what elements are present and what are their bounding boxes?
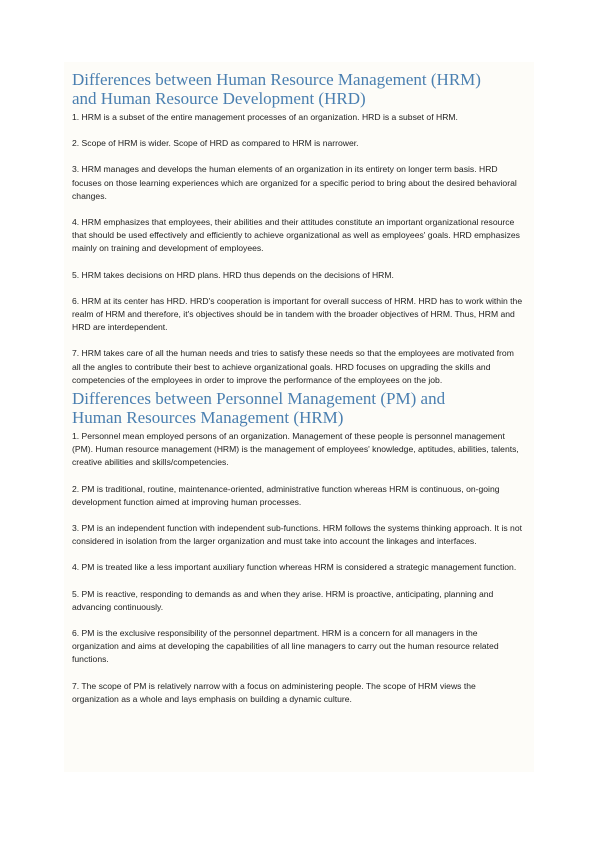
section-hrm-vs-hrd (72, 70, 524, 387)
heading-line: Differences between Personnel Management (PM) and (72, 389, 446, 409)
list-item: 1. Personnel mean employed persons of an organization. Management of these people is personnel management (PM). Human resource management (HRM) is the management of employees' knowledge, aptitudes, abilities, talents, creative abilities and skills/competencies. (72, 431, 519, 468)
list-item: 2. Scope of HRM is wider. Scope of HRD as compared to HRM is narrower. (72, 138, 359, 149)
section-pm-vs-hrm (72, 389, 524, 706)
heading-line: Human Resources Management (HRM) (72, 408, 344, 428)
list-item: 7. HRM takes care of all the human needs and tries to satisfy these needs so that the employees are motivated from all the angles to contribute their best to achieve organizational goals. HRD focuses on upgrading the skills and competencies of the employees in order to improve the performance of the employees on the job. (72, 348, 514, 385)
list-item: 3. HRM manages and develops the human elements of an organization in its entirety on longer term basis. HRD focuses on those learning experiences which are organized for a specific period to bring about the desired behavioral changes. (72, 164, 517, 201)
list-item: 4. HRM emphasizes that employees, their abilities and their attitudes constitute an important organizational resource that should be used effectively and efficiently to achieve organizational as well as employees' goals. HRD emphasizes mainly on training and development of employees. (72, 217, 520, 254)
list-item: 1. HRM is a subset of the entire management processes of an organization. HRD is a subset of HRM. (72, 112, 458, 122)
document-body (72, 70, 524, 719)
list-item: 7. The scope of PM is relatively narrow with a focus on administering people. The scope of HRM views the organization as a whole and lays emphasis on building a dynamic culture. (72, 680, 476, 704)
section-heading (72, 70, 524, 108)
list-item: 5. PM is reactive, responding to demands as and when they arise. HRM is proactive, anticipating, planning and advancing continuously. (72, 588, 494, 612)
heading-line: and Human Resource Development (HRD) (72, 89, 366, 108)
section-heading (72, 389, 524, 427)
heading-line: Differences between Human Resource Management (HRM) (72, 70, 481, 89)
list-item: 6. HRM at its center has HRD. HRD's cooperation is important for overall success of HRM. HRD has to work within the realm of HRM and therefore, it's objectives should be in tandem with the broader objectives of HRM. Thus, HRM and HRD are interdependent. (72, 295, 523, 333)
list-item: 2. PM is traditional, routine, maintenance-oriented, administrative function whereas HRM is continuous, on-going development function aimed at improving human processes. (72, 483, 500, 507)
list-item: 3. PM is an independent function with independent sub-functions. HRM follows the systems thinking approach. It is not considered in isolation from the larger organization and must take into account the linkages and interfaces. (72, 523, 522, 547)
list-item: 6. PM is the exclusive responsibility of the personnel department. HRM is a concern for all managers in the organization and aims at developing the capabilities of all line managers to carry out the human resource related functions. (72, 628, 499, 665)
list-item: 5. HRM takes decisions on HRD plans. HRD thus depends on the decisions of HRM. (72, 269, 394, 280)
list-item: 4. PM is treated like a less important auxiliary function whereas HRM is considered a strategic management function. (72, 562, 517, 573)
